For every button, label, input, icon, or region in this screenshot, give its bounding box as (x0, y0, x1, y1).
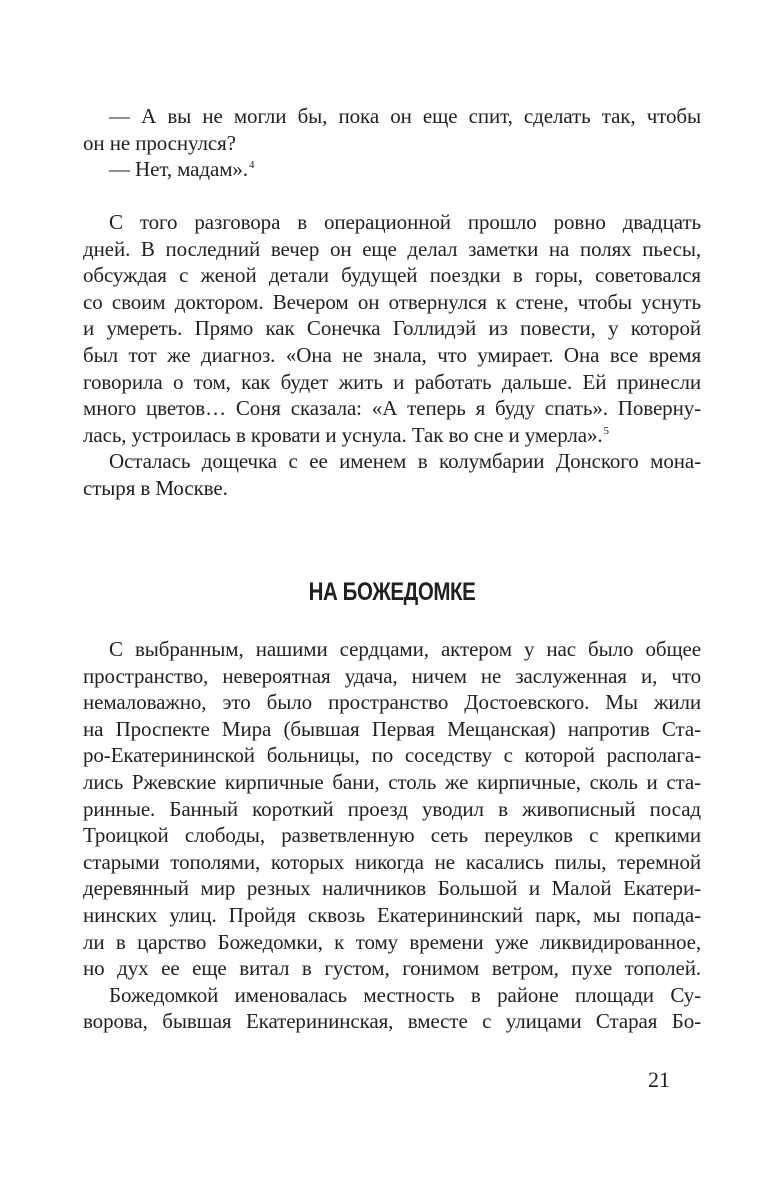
text-line: на Проспекте Мира (бывшая Первая Мещанская) напротив Ста- (83, 716, 701, 741)
text-line: дней. В последний вечер он еще делал заметки на полях пьесы, (83, 236, 701, 261)
text-line: ли в царство Божедомки, к тому времени уже ликвидированное, (83, 929, 701, 954)
paragraph-block (83, 636, 701, 1035)
text-line: нинских улиц. Пройдя сквозь Екатерининский парк, мы попада- (83, 902, 701, 927)
text-line: С выбранным, нашими сердцами, актером у нас было общее (109, 637, 701, 661)
section-heading: НА БОЖЕДОМКЕ (308, 578, 476, 606)
text-line: ринные. Банный короткий проезд уводил в живописный посад (83, 796, 701, 821)
text-line-content: — Нет, мадам». (109, 157, 248, 182)
text-line: он не проснулся? (83, 130, 236, 155)
footnote-marker: 4 (248, 159, 255, 172)
paragraph-block (83, 209, 701, 502)
text-line: ворова, бывшая Екатерининская, вместе с улицами Старая Бо- (83, 1009, 701, 1034)
text-line (83, 156, 701, 183)
text-line: и умереть. Прямо как Сонечка Голлидэй из повести, у которой (83, 316, 701, 341)
text-line: много цветов… Соня сказала: «А теперь я буду спать». Поверну- (83, 396, 701, 421)
text-line: говорила о том, как будет жить и работать дальше. Ей принесли (83, 369, 701, 394)
text-line: лись Ржевские кирпичные бани, столь же кирпичные, сколь и ста- (83, 769, 701, 794)
text-line: немаловажно, это было пространство Достоевского. Мы жили (83, 690, 701, 715)
text-line (83, 422, 701, 449)
text-line: старыми тополями, которых никогда не касались пилы, теремной (83, 849, 701, 874)
text-line: ро-Екатерининской больницы, по соседству с которой располага- (83, 743, 701, 768)
text-line: Осталась дощечка с ее именем в колумбарии Донского мона- (109, 449, 701, 474)
text-line: Божедомкой именовалась местность в районе площади Су- (109, 982, 701, 1007)
text-line: Троицкой слободы, разветвленную сеть переулков с крепкими (83, 823, 701, 848)
text-line: но дух ее еще витал в густом, гонимом ветром, пухе тополей. (83, 956, 701, 981)
text-line: деревянный мир резных наличников Большой и Малой Екатери- (83, 876, 701, 901)
text-line: обсуждая с женой детали будущей поездки в горы, советовался (83, 263, 701, 288)
footnote-marker: 5 (603, 424, 609, 437)
text-line: был тот же диагноз. «Она не знала, что умирает. Она все время (83, 342, 701, 367)
text-line-content: лась, устроилась в кровати и уснула. Так во сне и умерла». (83, 422, 603, 447)
text-line: пространство, невероятная удача, ничем не заслуженная и, что (83, 663, 701, 688)
text-line: со своим доктором. Вечером он отвернулся к стене, чтобы уснуть (83, 289, 701, 314)
dialogue-block (83, 103, 701, 183)
text-line: стыря в Москве. (83, 475, 228, 500)
text-line: — А вы не могли бы, пока он еще спит, сделать так, чтобы (109, 104, 701, 128)
text-line: С того разговора в операционной прошло ровно двадцать (109, 210, 701, 234)
page-number: 21 (648, 1067, 670, 1092)
